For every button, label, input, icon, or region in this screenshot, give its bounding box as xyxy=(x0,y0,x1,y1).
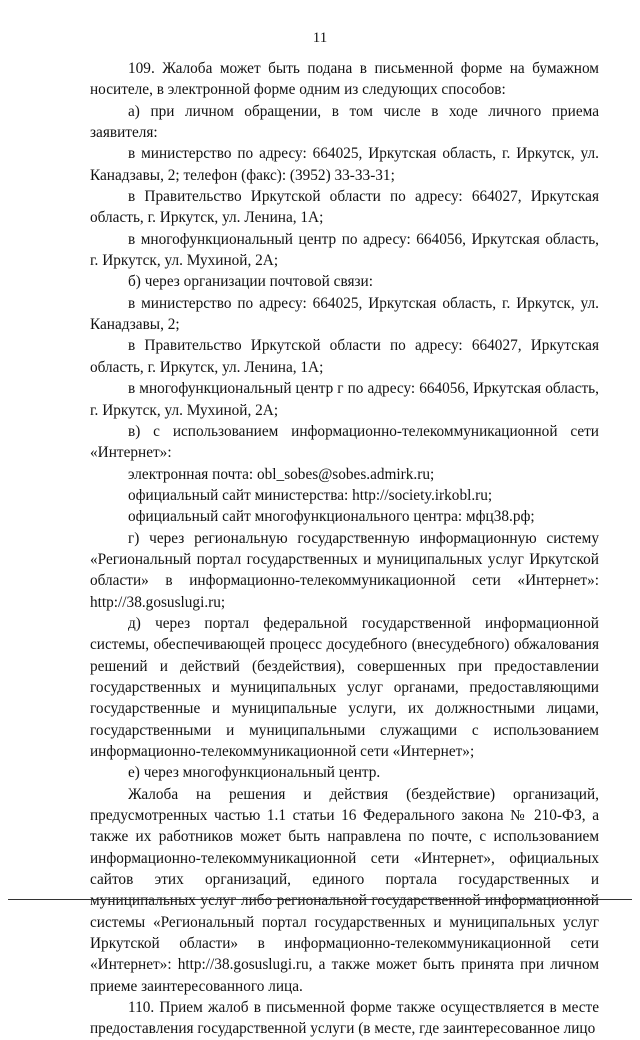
paragraph-mfc-address: в многофункциональный центр по адресу: 664056, Иркутская область, г. Иркутск, ул. Мухиной, 2А; xyxy=(90,230,599,270)
page-number: 11 xyxy=(312,30,328,46)
paragraph-110: 110. Прием жалоб в письменной форме также осуществляется в месте предоставления государственной услуги (в месте, где заинтересованное лицо xyxy=(90,999,599,1038)
paragraph-109-intro: 109. Жалоба может быть подана в письменной форме на бумажном носителе, в электронной форме одним из следующих способов: xyxy=(90,60,599,99)
paragraph-government-address: в Правительство Иркутской области по адресу: 664027, Иркутская область, г. Иркутск, ул. Ленина, 1А; xyxy=(90,188,599,227)
paragraph-organizations-complaint: Жалоба на решения и действия (бездействие) организаций, предусмотренных частью 1.1 статьи 16 Федерального закона № 210-ФЗ, а также их работников может быть направлена по почте, с использованием информационно-телекоммуникационной сети «Интернет», официальных сайтов этих организаций, единого портала государственных и муниципальных услуг либо региональной государственной информационной системы «Региональный портал государственных и муниципальных услуг Иркутской области» в информационно-телекоммуникационной сети «Интернет»: http://38.gosuslugi.ru, а также может быть принята при личном приеме заинтересованного лица. xyxy=(90,785,599,995)
paragraph-federal-portal: д) через портал федеральной государственной информационной системы, обеспечивающей процесс досудебного (внесудебного) обжалования решений и действий (бездействия), совершенных при предоставлении государственных и муниципальных услуг органами, предоставляющими государственные и муниципальные услуги, их должностными лицами, государственными и муниципальными служащими с использованием информационно-телекоммуникационной сети «Интернет»; xyxy=(90,614,599,760)
paragraph-postal-ministry: в министерство по адресу: 664025, Иркутская область, г. Иркутск, ул. Канадзавы, 2; xyxy=(90,294,599,334)
paragraph-postal-government: в Правительство Иркутской области по адресу: 664027, Иркутская область, г. Иркутск, ул. Ленина, 1А; xyxy=(90,337,599,376)
paragraph-postal-mfc: в многофункциональный центр г по адресу: 664056, Иркутская область, г. Иркутск, ул. Мухиной, 2А; xyxy=(90,380,599,419)
paragraph-personal-appeal: а) при личном обращении, в том числе в ходе личного приема заявителя: xyxy=(90,102,599,142)
paragraph-email: электронная почта: obl_sobes@sobes.admirk.ru; xyxy=(128,465,435,483)
paragraph-via-mfc: е) через многофункциональный центр. xyxy=(128,764,381,782)
paragraph-regional-portal: г) через региональную государственную информационную систему «Региональный портал государственных и муниципальных услуг Иркутской области» в информационно-телекоммуникационной сети «Интернет»: http://38.gosuslugi.ru; xyxy=(90,529,599,611)
bottom-divider xyxy=(8,899,632,900)
paragraph-postal: б) через организации почтовой связи: xyxy=(128,273,373,291)
paragraph-internet: в) с использованием информационно-телекоммуникационной сети «Интернет»: xyxy=(90,422,599,462)
document-body xyxy=(90,58,599,1040)
paragraph-mfc-site: официальный сайт многофункционального центра: мфц38.рф; xyxy=(128,508,535,526)
paragraph-ministry-site: официальный сайт министерства: http://society.irkobl.ru; xyxy=(128,486,493,504)
paragraph-ministry-address: в министерство по адресу: 664025, Иркутская область, г. Иркутск, ул. Канадзавы, 2; телефон (факс): (3952) 33-33-31; xyxy=(90,145,599,184)
